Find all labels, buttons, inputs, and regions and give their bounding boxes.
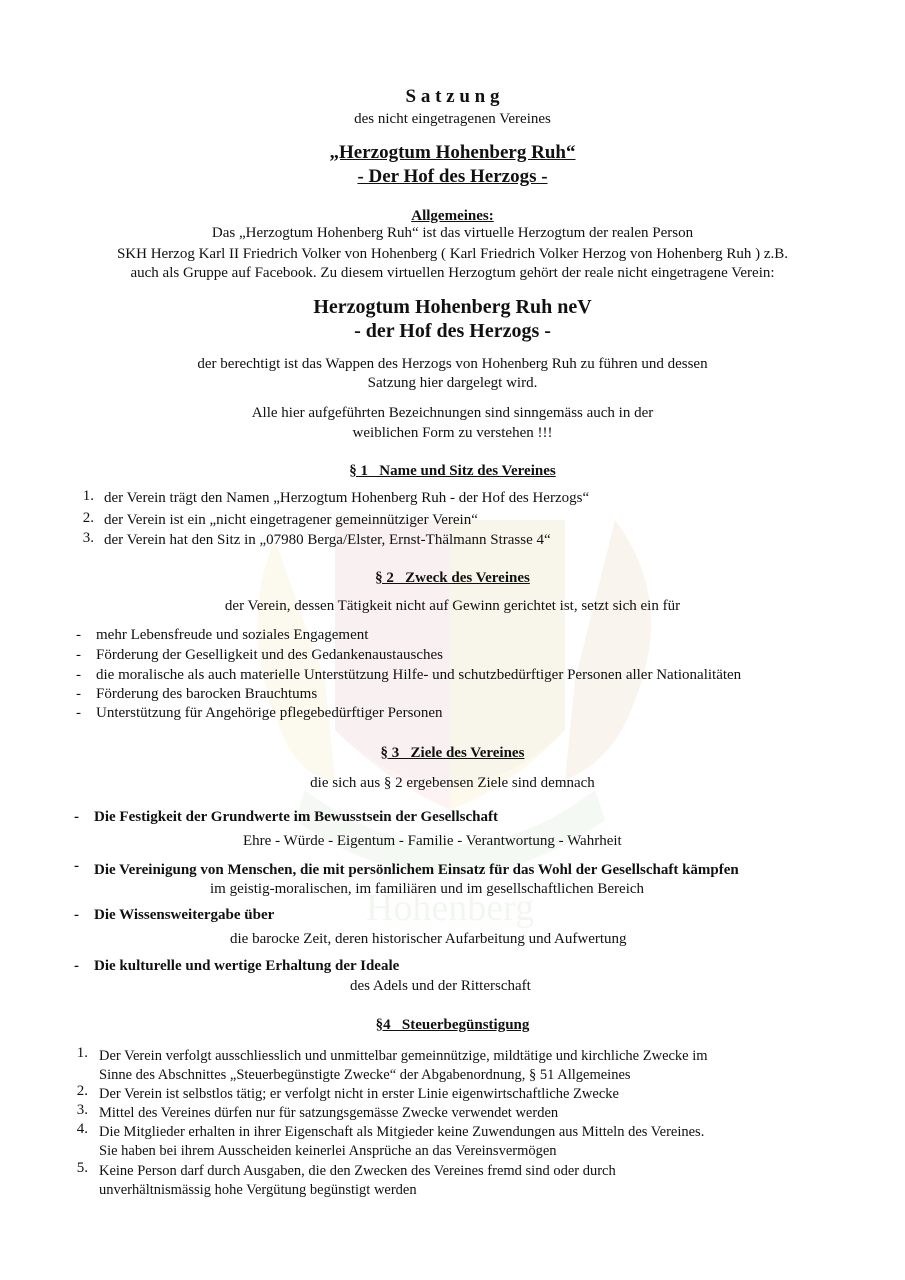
goal-detail: Ehre - Würde - Eigentum - Familie - Verantwortung - Wahrheit xyxy=(243,833,622,849)
section-1-heading: § 1 Name und Sitz des Vereines xyxy=(349,463,556,479)
club-name: Herzogtum Hohenberg Ruh neV xyxy=(313,296,592,318)
goal-title: Die Vereinigung von Menschen, die mit persönlichem Einsatz für das Wohl der Gesellschaft kämpfen xyxy=(94,862,739,878)
list-item-line: Sie haben bei ihrem Ausscheiden keinerlei Ansprüche an das Vereinsvermögen xyxy=(99,1143,557,1159)
list-item: der Verein hat den Sitz in „07980 Berga/Elster, Ernst-Thälmann Strasse 4“ xyxy=(104,532,551,548)
general-line: auch als Gruppe auf Facebook. Zu diesem virtuellen Herzogtum gehört der reale nicht eingetragene Verein: xyxy=(130,265,775,281)
section-4-heading: §4 Steuerbegünstigung xyxy=(375,1017,530,1033)
list-item: Unterstützung für Angehörige pflegebedürftiger Personen xyxy=(96,705,443,721)
list-item-line: unverhältnismässig hohe Vergütung begünstigt werden xyxy=(99,1182,417,1198)
list-item: die moralische als auch materielle Unterstützung Hilfe- und schutzbedürftiger Personen aller Nationalitäten xyxy=(96,667,742,683)
list-item: mehr Lebensfreude und soziales Engagement xyxy=(96,627,369,643)
list-item-line: Sinne des Abschnittes „Steuerbegünstigte Zwecke“ der Abgabenordnung, § 51 Allgemeines xyxy=(99,1067,631,1083)
goal-title: Die Festigkeit der Grundwerte im Bewusstsein der Gesellschaft xyxy=(94,809,498,825)
list-item-line: Der Verein verfolgt ausschliesslich und unmittelbar gemeinnützige, mildtätige und kirchliche Zwecke im xyxy=(99,1048,708,1064)
club-name-heading: „Herzogtum Hohenberg Ruh“ xyxy=(329,142,576,163)
list-dash: - xyxy=(76,667,81,683)
goal-title: Die Wissensweitergabe über xyxy=(94,907,275,923)
goal-title: Die kulturelle und wertige Erhaltung der Ideale xyxy=(94,958,400,974)
goal-dash: - xyxy=(74,958,79,974)
list-dash: - xyxy=(76,686,81,702)
goal-detail: des Adels und der Ritterschaft xyxy=(350,978,531,994)
document-title: S a t z u n g xyxy=(405,86,500,107)
svg-text:Hohenberg: Hohenberg xyxy=(365,887,535,929)
document-subtitle: des nicht eingetragenen Vereines xyxy=(354,111,551,127)
general-line: Das „Herzogtum Hohenberg Ruh“ ist das virtuelle Herzogtum der realen Person xyxy=(211,225,694,241)
description-line: der berechtigt ist das Wappen des Herzogs von Hohenberg Ruh zu führen und dessen xyxy=(197,356,708,372)
gender-note-line: weiblichen Form zu verstehen !!! xyxy=(352,425,553,441)
list-number: 1. xyxy=(76,1045,88,1061)
list-number: 2. xyxy=(82,510,94,526)
goal-dash: - xyxy=(74,809,79,825)
list-number: 3. xyxy=(82,530,94,546)
goal-dash: - xyxy=(74,907,79,923)
general-line: SKH Herzog Karl II Friedrich Volker von Hohenberg ( Karl Friedrich Volker Herzog von Hohenberg Ruh ) z.B. xyxy=(116,246,789,262)
section-3-heading: § 3 Ziele des Vereines xyxy=(380,745,525,761)
list-number: 5. xyxy=(76,1160,88,1176)
list-item-line: Mittel des Vereines dürfen nur für satzungsgemässe Zwecke verwendet werden xyxy=(99,1105,559,1121)
list-item: der Verein trägt den Namen „Herzogtum Hohenberg Ruh - der Hof des Herzogs“ xyxy=(104,490,590,506)
list-dash: - xyxy=(76,647,81,663)
list-item-line: Der Verein ist selbstlos tätig; er verfolgt nicht in erster Linie eigenwirtschaftliche Zwecke xyxy=(99,1086,619,1102)
goal-detail: die barocke Zeit, deren historischer Aufarbeitung und Aufwertung xyxy=(230,931,627,947)
section-3-intro: die sich aus § 2 ergebensen Ziele sind demnach xyxy=(310,775,595,791)
goal-detail: im geistig-moralischen, im familiären und im gesellschaftlichen Bereich xyxy=(210,881,645,897)
gender-note-line: Alle hier aufgeführten Bezeichnungen sind sinngemäss auch in der xyxy=(251,405,654,421)
list-number: 4. xyxy=(76,1121,88,1137)
general-heading: Allgemeines: xyxy=(411,208,494,224)
list-dash: - xyxy=(76,705,81,721)
list-number: 3. xyxy=(76,1102,88,1118)
list-dash: - xyxy=(76,627,81,643)
list-number: 2. xyxy=(76,1083,88,1099)
list-item-line: Keine Person darf durch Ausgaben, die den Zwecken des Vereines fremd sind oder durch xyxy=(99,1163,616,1179)
list-item: Förderung des barocken Brauchtums xyxy=(96,686,318,702)
club-subtitle-heading: - Der Hof des Herzogs - xyxy=(357,166,548,187)
list-item: Förderung der Geselligkeit und des Gedankenaustausches xyxy=(96,647,443,663)
list-item: der Verein ist ein „nicht eingetragener gemeinnütziger Verein“ xyxy=(104,512,478,528)
list-item-line: Die Mitglieder erhalten in ihrer Eigenschaft als Mitgieder keine Zuwendungen aus Mitteln des Vereines. xyxy=(99,1124,705,1140)
club-subname: - der Hof des Herzogs - xyxy=(354,320,551,342)
goal-dash: - xyxy=(74,858,79,874)
section-2-heading: § 2 Zweck des Vereines xyxy=(375,570,530,586)
description-line: Satzung hier dargelegt wird. xyxy=(367,375,538,391)
list-number: 1. xyxy=(82,488,94,504)
section-2-intro: der Verein, dessen Tätigkeit nicht auf Gewinn gerichtet ist, setzt sich ein für xyxy=(224,598,681,614)
